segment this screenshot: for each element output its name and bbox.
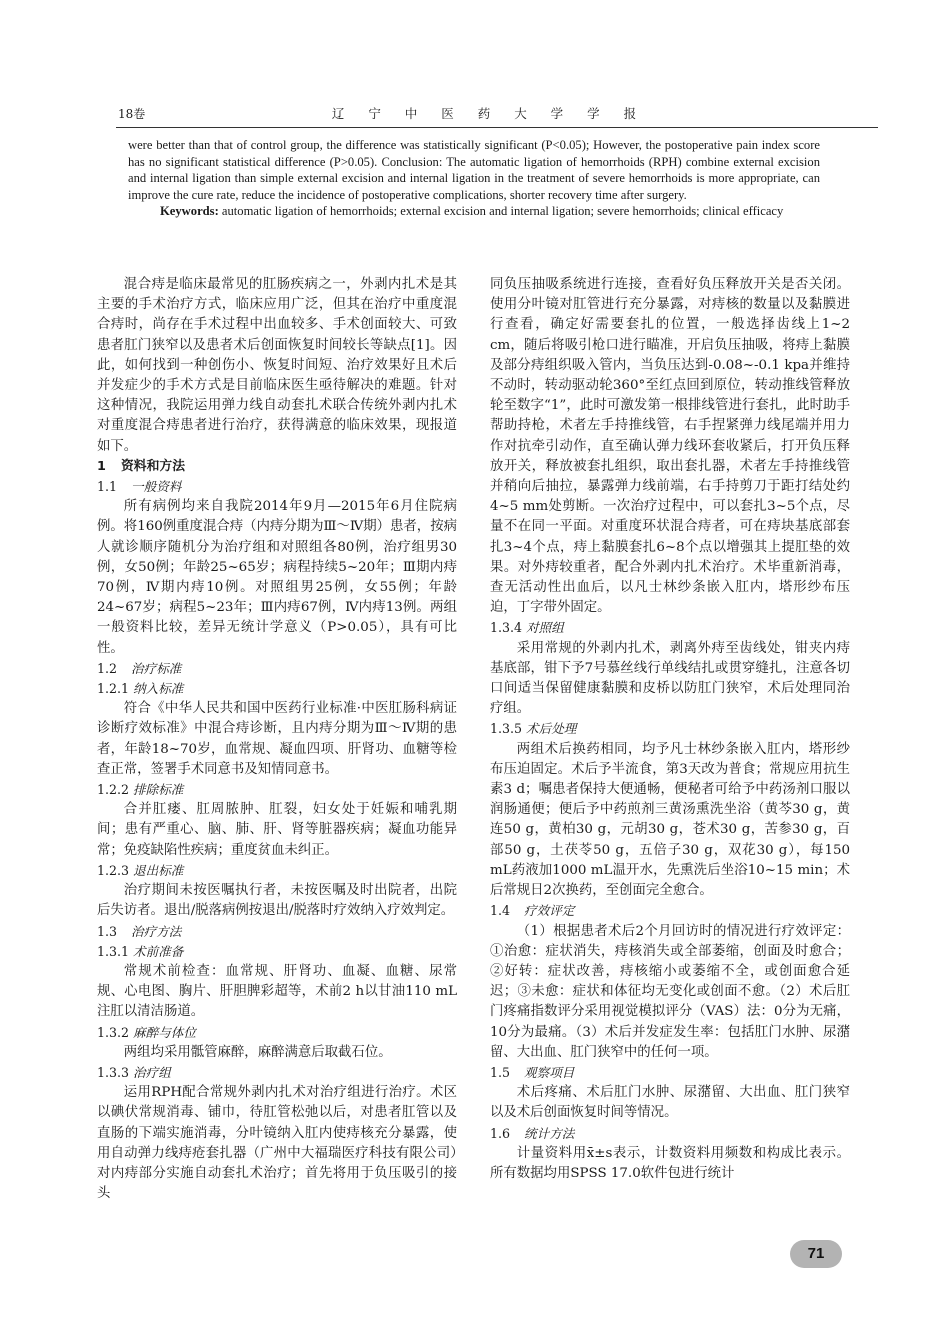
subsection-heading: 1.2 治疗标准 — [97, 660, 182, 676]
body-paragraph: 计量资料用x̄±s表示，计数资料用频数和构成比表示。所有数据均用SPSS 17.0软件包进行统计 — [490, 1145, 850, 1181]
body-paragraph: 两组均采用骶管麻醉，麻醉满意后取截石位。 — [123, 1044, 392, 1060]
section-heading: 1 资料和方法 — [97, 458, 185, 474]
running-header — [118, 103, 860, 123]
subsubsection-heading: 1.3.1 术前准备 — [97, 943, 184, 959]
english-abstract — [128, 137, 820, 220]
body-paragraph: 所有病例均来自我院2014年9月—2015年6月住院病例。将160例重度混合痔（内痔分期为Ⅲ～Ⅳ期）患者，按病人就诊顺序随机分为治疗组和对照组各80例，治疗组男30例，女50例；年龄25~65岁；病程持续5~20年；Ⅲ期内痔70例，Ⅳ期内痔10例。对照组男25例，女55例；年龄24~67岁；病程5~23年；Ⅲ内痔67例，Ⅳ内痔13例。两组一般资料比较，差异无统计学意义（P>0.05），具有可比性。 — [97, 499, 457, 656]
subsubsection-heading: 1.3.4 对照组 — [490, 620, 564, 636]
subsubsection-heading: 1.2.3 退出标准 — [97, 862, 184, 878]
body-paragraph-continued: 同负压抽吸系统进行连接，查看好负压释放开关是否关闭。使用分叶镜对肛管进行充分暴露，对痔核的数量以及黏膜进行查看，确定好需要套扎的位置，一般选择齿线上1~2 cm，随后将吸引枪口进行瞄准，开启负压抽吸，将痔上黏膜及部分痔组织吸入管内，当负压达到-0.08~-0.1 kpa并维持不动时，转动驱动轮360°至红点回到原位，转动推线管释放轮至数字“1”，此时可激发第一根排线管进行套扎，此时助手帮助持枪，术者左手持推线管，右手捏紧弹力线尾端并用力作对抗牵引动作，直至确认弹力线环套收紧后，打开负压释放开关，释放被套扎组织，取出套扎器，术者左手持推线管并稍向后抽拉，暴露弹力线前端，右手持剪刀于距打结处约4~5 mm处剪断。一次治疗过程中，可以套扎3~5个点，尽量不在同一平面。对重度环状混合痔者，可在痔块基底部套扎3~4个点，痔上黏膜套扎6~8个点以增强其上提肛垫的效果。对外痔较重者，配合外剥内扎术治疗。术毕重新消毒，查无活动性出血后，以凡士林纱条嵌入肛内，塔形纱布压迫，丁字带外固定。 — [490, 277, 850, 616]
body-paragraph: 合并肛瘘、肛周脓肿、肛裂，妇女处于妊娠和哺乳期间；患有严重心、脑、肺、肝、肾等脏器疾病；凝血功能异常；免疫缺陷性疾病；重度贫血未纠正。 — [97, 802, 457, 858]
subsection-heading: 1.3 治疗方法 — [97, 923, 182, 939]
right-column — [490, 275, 850, 1184]
body-paragraph: 常规术前检查：血常规、肝肾功、血凝、血糖、尿常规、心电图、胸片、肝胆脾彩超等，术前2 h以甘油110 mL注肛以清洁肠道。 — [97, 963, 457, 1020]
subsubsection-heading: 1.3.2 麻醉与体位 — [97, 1024, 196, 1040]
journal-title: 辽 宁 中 医 药 大 学 学 报 — [331, 106, 647, 121]
volume-label: 18卷 — [118, 107, 146, 121]
subsection-heading: 1.6 统计方法 — [490, 1125, 575, 1141]
body-paragraph: 治疗期间未按医嘱执行者，未按医嘱及时出院者，出院后失访者。退出/脱落病例按退出/脱落时疗效纳入疗效判定。 — [97, 883, 457, 919]
keywords-line — [128, 203, 820, 220]
page-number-badge: 71 — [790, 1240, 842, 1268]
body-paragraph: （1）根据患者术后2个月回访时的情况进行疗效评定：①治愈：症状消失，痔核消失或全部萎缩，创面及时愈合；②好转：症状改善，痔核缩小或萎缩不全，或创面愈合延迟；③未愈：症状和体征均无变化或创面不愈。（2）术后肛门疼痛指数评分采用视觉模拟评分（VAS）法：0分为无痛，10分为最痛。（3）术后并发症发生率：包括肛门水肿、尿潴留、大出血、肛门狭窄中的任何一项。 — [490, 923, 850, 1060]
body-paragraph: 采用常规的外剥内扎术，剥离外痔至齿线处，钳夹内痔基底部，钳下予7号慕丝线行单线结扎或贯穿缝扎，注意各切口间适当保留健康黏膜和皮桥以防肛门狭窄，术后处理同治疗组。 — [490, 640, 850, 717]
body-paragraph: 符合《中华人民共和国中医药行业标准·中医肛肠科病证诊断疗效标准》中混合痔诊断，且内痔分期为Ⅲ～Ⅳ期的患者，年龄18~70岁，血常规、凝血四项、肝肾功、血糖等检查正常，签署手术同意书及知情同意书。 — [97, 701, 457, 777]
subsection-heading: 1.4 疗效评定 — [490, 903, 575, 919]
abstract-body: were better than that of control group, the difference was statistically significant (P<0.05); However, the postoperative pain index score has no significant statistical difference (P>0.05). Conclusion: The automatic ligation of hemorrhoids (RPH) combine external excision and internal ligation than simple external excision and internal ligation in the treatment of severe hemorrhoids is more appropriate, can improve the cure rate, reduce the incidence of postoperative complications, shorter recovery time after surgery. — [128, 138, 820, 202]
body-paragraph: 运用RPH配合常规外剥内扎术对治疗组进行治疗。术区以碘伏常规消毒、铺巾，待肛管松弛以后，对患者肛管以及直肠的下端实施消毒，分叶镜纳入肛内使痔核充分暴露，使用自动弹力线痔疮套扎器（广州中大福瑞医疗科技有限公司）对内痔部分实施自动套扎术治疗；首先将用于负压吸引的接头 — [97, 1085, 457, 1202]
subsubsection-heading: 1.3.5 术后处理 — [490, 721, 577, 737]
body-paragraph: 两组术后换药相同，均予凡士林纱条嵌入肛内，塔形纱布压迫固定。术后予半流食，第3天改为普食；常规应用抗生素3 d；嘱患者保持大便通畅，便秘者可给予中药汤剂口服以润肠通便；便后予中药煎剂三黄汤熏洗坐浴（黄芩30 g，黄连50 g，黄柏30 g，元胡30 g，苍术30 g，苦参30 g，百部50 g，土茯苓50 g，五倍子30 g，双花30 g），每150 mL药液加1000 mL温开水，先熏洗后坐浴10~15 min；术后常规日2次换药，至创面完全愈合。 — [490, 741, 850, 899]
keywords-label: Keywords: — [160, 204, 219, 219]
left-column — [97, 275, 457, 1204]
body-paragraph: 术后疼痛、术后肛门水肿、尿潴留、大出血、肛门狭窄以及术后创面恢复时间等情况。 — [490, 1085, 850, 1121]
subsection-heading: 1.5 观察项目 — [490, 1064, 575, 1080]
subsubsection-heading: 1.2.1 纳入标准 — [97, 681, 184, 697]
header-rule — [116, 127, 878, 128]
subsubsection-heading: 1.3.3 治疗组 — [97, 1064, 171, 1080]
subsubsection-heading: 1.2.2 排除标准 — [97, 782, 184, 798]
intro-paragraph: 混合痔是临床最常见的肛肠疾病之一，外剥内扎术是其主要的手术治疗方式，临床应用广泛，但其在治疗中重度混合痔时，尚存在手术过程中出血较多、手术创面较大、可致患者肛门狭窄以及患者术后创面恢复时间较长等缺点[1]。因此，如何找到一种创伤小、恢复时间短、治疗效果好且术后并发症少的手术方式是目前临床医生亟待解决的难题。针对这种情况，我院运用弹力线自动套扎术联合传统外剥内扎术对重度混合痔患者进行治疗，获得满意的临床效果，现报道如下。 — [97, 277, 457, 454]
keywords-text: automatic ligation of hemorrhoids; external excision and internal ligation; severe hemorrhoids; clinical efficacy — [221, 204, 784, 219]
subsection-heading: 1.1 一般资料 — [97, 479, 182, 495]
